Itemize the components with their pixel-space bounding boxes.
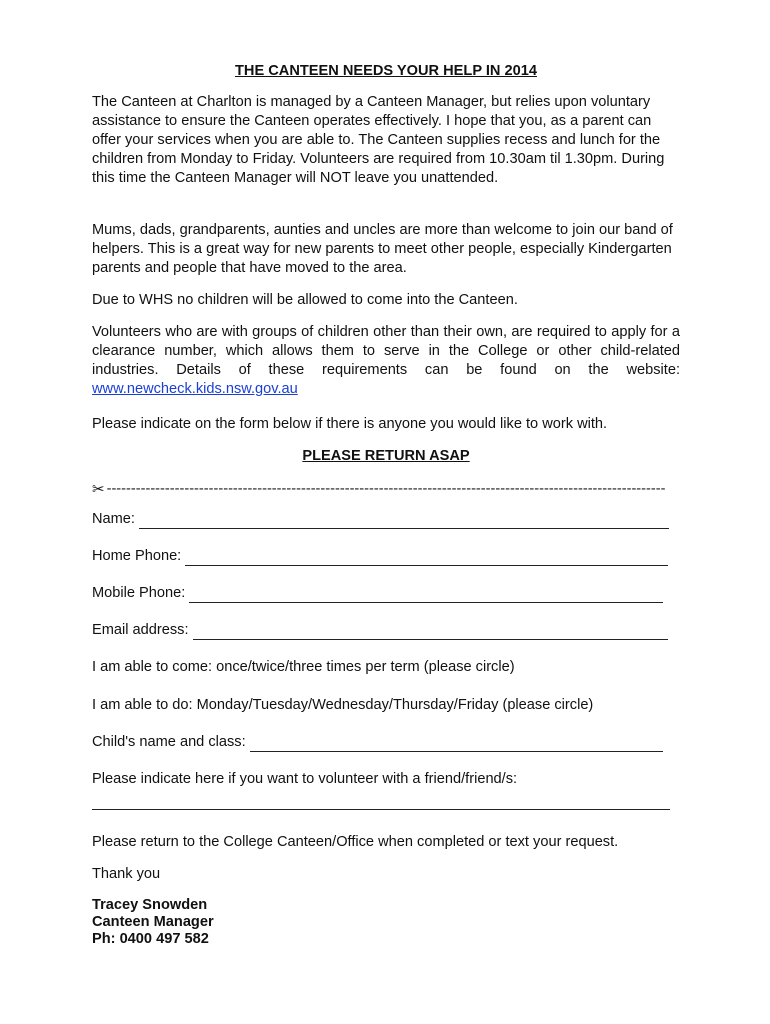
mobile-phone-label: Mobile Phone: [92,585,186,601]
name-label: Name: [92,511,135,527]
cut-line [92,480,680,499]
thank-you: Thank you [92,866,161,882]
times-per-term-text: I am able to come: once/twice/three times per term (please circle) [92,659,515,675]
clearance-text: Volunteers who are with groups of children other than their own, are required to apply for a clearance number, which allows them to serve in the College or other child-related industries. Details of these requirements can be found on the website: [92,324,680,378]
days-text: I am able to do: Monday/Tuesday/Wednesday/Thursday/Friday (please circle) [92,697,594,713]
child-name-field[interactable] [92,733,663,752]
child-name-label: Child's name and class: [92,734,246,750]
name-field[interactable] [92,510,669,529]
cut-dashes: ------------------------------------------------------------------------------------------------------------------- [106,481,666,497]
page-title: THE CANTEEN NEEDS YOUR HELP IN 2014 [235,63,537,79]
home-phone-label: Home Phone: [92,548,182,564]
home-phone-input-line[interactable] [185,551,668,566]
friend-input-line[interactable] [92,809,670,810]
email-field[interactable] [92,621,668,640]
return-instructions: Please return to the College Canteen/Office when completed or text your request. [92,834,619,850]
mobile-phone-input-line[interactable] [189,588,663,603]
home-phone-field[interactable] [92,547,668,566]
intro-paragraph: The Canteen at Charlton is managed by a Canteen Manager, but relies upon voluntary assistance to ensure the Canteen operates effectively. I hope that you, as a parent can offer your services when you are able to. The Canteen supplies recess and lunch for the children from Monday to Friday. Volunteers are required from 10.30am til 1.30pm. During this time the Canteen Manager will NOT leave you unattended. [92,94,665,186]
signature-block [92,897,214,948]
friend-text: Please indicate here if you want to volunteer with a friend/friend/s: [92,771,518,787]
email-label: Email address: [92,622,189,638]
return-heading: PLEASE RETURN ASAP [302,448,470,464]
signer-phone: Ph: 0400 497 582 [92,931,209,947]
email-input-line[interactable] [193,625,668,640]
helpers-paragraph: Mums, dads, grandparents, aunties and uncles are more than welcome to join our band of helpers. This is a great way for new parents to meet other people, especially Kindergarten parents and people that have moved to the area. [92,222,673,276]
indicate-paragraph: Please indicate on the form below if there is anyone you would like to work with. [92,416,608,432]
mobile-phone-field[interactable] [92,584,663,603]
clearance-paragraph [92,323,680,399]
signer-role: Canteen Manager [92,914,214,930]
scissors-icon: ✂ [92,481,105,498]
signer-name: Tracey Snowden [92,897,208,913]
website-link[interactable]: www.newcheck.kids.nsw.gov.au [92,381,298,397]
name-input-line[interactable] [139,514,669,529]
child-name-input-line[interactable] [250,737,663,752]
whs-paragraph: Due to WHS no children will be allowed to come into the Canteen. [92,292,518,308]
